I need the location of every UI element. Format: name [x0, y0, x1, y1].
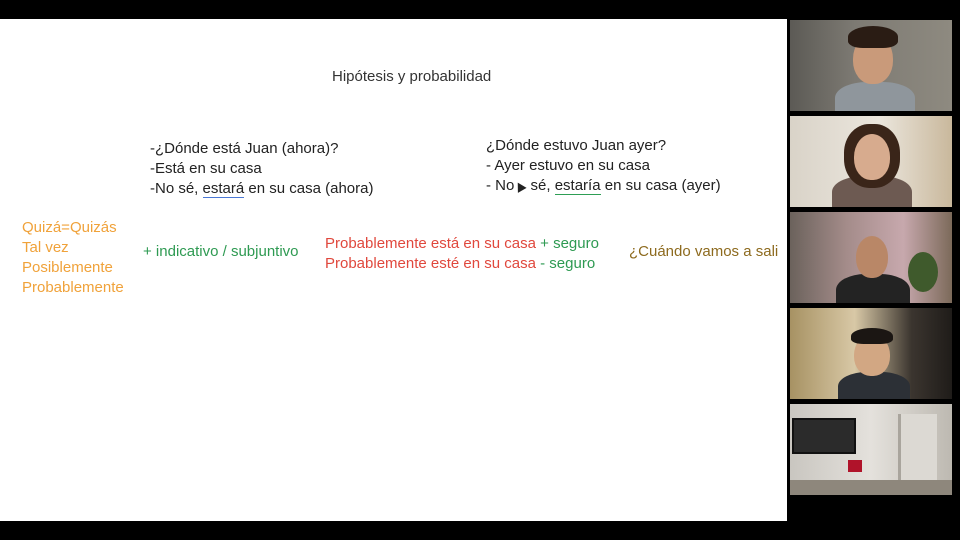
past-hypothesis — [486, 176, 721, 196]
text-fragment: en su casa (ahora) — [244, 180, 374, 197]
wall-picture — [792, 418, 856, 454]
person-body — [835, 82, 915, 111]
present-answer: -Está en su casa — [150, 160, 262, 177]
plant-decoration — [908, 252, 938, 292]
past-answer: - Ayer estuvo en su casa — [486, 157, 650, 174]
text-fragment: -No sé, — [150, 180, 203, 197]
example-certain — [325, 234, 599, 254]
person-face — [856, 236, 888, 278]
adverb-list — [22, 218, 124, 298]
text-fragment: en su casa (ayer) — [600, 177, 721, 194]
person-body — [838, 372, 910, 399]
participant-video-tile[interactable] — [790, 116, 952, 207]
adverb-item: Quizá=Quizás — [22, 219, 117, 236]
slide-title: Hipótesis y probabilidad — [332, 68, 492, 85]
adverb-item: Probablemente — [22, 279, 124, 296]
lamp-shade — [848, 460, 862, 472]
present-question: -¿Dónde está Juan (ahora)? — [150, 140, 339, 157]
future-verb: estará — [202, 180, 245, 197]
past-example-block — [486, 136, 721, 196]
example-sentence: Probablemente esté en su casa — [325, 255, 536, 272]
mouse-cursor-icon — [514, 180, 527, 193]
person-hair — [848, 26, 898, 48]
question-text: ¿Cuándo vamos a sali — [629, 243, 779, 260]
mood-rule: + indicativo / subjuntivo — [143, 243, 299, 260]
example-uncertain — [325, 254, 599, 274]
certainty-tag: - seguro — [540, 255, 596, 272]
adverb-item: Posiblemente — [22, 259, 113, 276]
participant-video-tile[interactable] — [790, 308, 952, 399]
present-hypothesis — [150, 179, 373, 199]
conditional-verb: estaría — [554, 177, 601, 194]
participant-video-strip — [787, 19, 960, 521]
person-body — [836, 274, 910, 303]
person-face — [854, 134, 890, 180]
participant-video-tile[interactable] — [790, 20, 952, 111]
past-question: ¿Dónde estuvo Juan ayer? — [486, 137, 667, 154]
table-surface — [790, 480, 952, 495]
example-sentence: Probablemente está en su casa — [325, 235, 536, 252]
text-fragment: sé, — [526, 177, 555, 194]
adverb-item: Tal vez — [22, 239, 69, 256]
person-hair — [851, 328, 893, 344]
participant-video-tile[interactable] — [790, 212, 952, 303]
shared-slide — [0, 19, 787, 521]
certainty-tag: + seguro — [540, 235, 599, 252]
present-example-block — [150, 139, 373, 199]
text-fragment: - No — [486, 177, 515, 194]
participant-video-tile[interactable] — [790, 404, 952, 495]
probability-examples — [325, 234, 599, 274]
